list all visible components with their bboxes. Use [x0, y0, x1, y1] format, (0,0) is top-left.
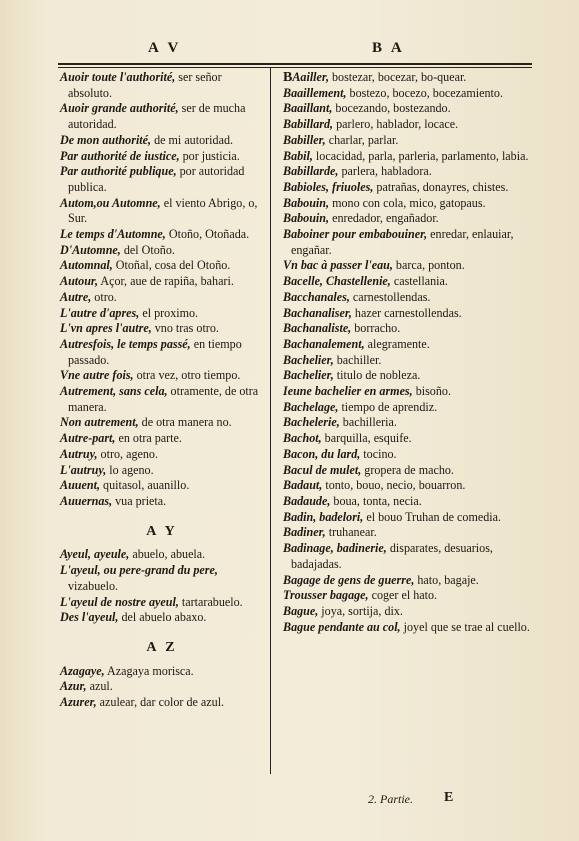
entry-headword: Ieune bachelier en armes, — [283, 384, 413, 399]
dictionary-entry — [283, 196, 531, 212]
dictionary-entry — [283, 431, 531, 447]
entry-definition: ser señor absoluto. — [68, 70, 222, 100]
entry-definition: joya, sortija, dix. — [318, 603, 403, 618]
entry-definition: el bouo Truhan de comedia. — [363, 509, 502, 524]
entry-definition: joyel que se trae al cuello. — [400, 619, 530, 634]
dictionary-entry — [60, 384, 264, 415]
entry-definition: gropera de macho. — [361, 462, 454, 477]
dictionary-entry — [283, 384, 531, 400]
entry-headword: Bacelle, Chastellenie, — [283, 274, 391, 289]
entry-headword: De mon authorité, — [60, 132, 152, 147]
entry-definition: boua, tonta, necia. — [330, 493, 422, 508]
dictionary-entry — [283, 274, 531, 290]
entry-definition: quitasol, auanillo. — [100, 478, 190, 493]
entry-definition: por autoridad publica. — [68, 164, 245, 194]
entry-headword: L'ayeul, ou pere-grand du pere, — [60, 563, 218, 578]
entry-definition: barca, ponton. — [392, 258, 465, 273]
entry-headword: Bachelerie, — [283, 415, 340, 430]
entry-definition: parlera, habladora. — [338, 164, 432, 179]
entry-definition: Otoño, Otoñada. — [165, 227, 250, 242]
entry-definition: titulo de nobleza. — [333, 368, 421, 383]
dictionary-entry — [60, 664, 264, 680]
entry-definition: del abuelo abaxo. — [118, 610, 207, 625]
entry-definition: enredar, enlauiar, engañar. — [291, 227, 514, 257]
entry-headword: Azagaye, — [60, 663, 105, 678]
dictionary-entry — [60, 679, 264, 695]
dictionary-entry — [283, 447, 531, 463]
dictionary-entry — [283, 337, 531, 353]
entry-definition: carnestollendas. — [349, 289, 431, 304]
entry-headword: Auuent, — [60, 478, 100, 493]
running-head-right: B A — [372, 40, 405, 56]
entry-definition: tiempo de aprendiz. — [338, 399, 438, 414]
entry-definition: otro, ageno. — [97, 446, 158, 461]
entry-definition: borracho. — [351, 321, 401, 336]
dictionary-entry — [283, 86, 531, 102]
entry-headword: L'vn apres l'autre, — [60, 321, 152, 336]
dictionary-entry — [283, 541, 531, 572]
entry-headword: Badinage, badinerie, — [283, 541, 387, 556]
dictionary-entry — [283, 588, 531, 604]
dictionary-entry — [283, 133, 531, 149]
entry-headword: Azurer, — [60, 695, 97, 710]
entry-headword: Le temps d'Automne, — [60, 227, 166, 242]
dictionary-entry — [283, 400, 531, 416]
dictionary-entry — [283, 70, 531, 86]
entry-definition: abuelo, abuela. — [129, 547, 206, 562]
entry-headword: Azur, — [60, 679, 87, 694]
dictionary-entry — [283, 368, 531, 384]
dictionary-entry — [283, 415, 531, 431]
entry-headword: Par authorité publique, — [60, 164, 177, 179]
entry-headword: Autour, — [60, 274, 98, 289]
dictionary-entry — [60, 196, 264, 227]
entry-headword: Bacon, du lard, — [283, 446, 361, 461]
dictionary-entry — [60, 447, 264, 463]
dictionary-entry — [60, 133, 264, 149]
entry-definition: alegramente. — [364, 336, 430, 351]
dictionary-entry — [283, 353, 531, 369]
entry-definition: tartarabuelo. — [178, 594, 243, 609]
dictionary-entry — [60, 368, 264, 384]
dictionary-entry — [283, 258, 531, 274]
dictionary-entry — [283, 101, 531, 117]
dictionary-entry — [283, 604, 531, 620]
entry-headword: Bacchanales, — [283, 289, 350, 304]
entry-definition: mono con cola, mico, gatopaus. — [329, 195, 486, 210]
entry-definition: en otra parte. — [115, 431, 182, 446]
entry-definition: patrañas, donayres, chistes. — [373, 179, 509, 194]
entry-definition: del Otoño. — [120, 242, 175, 257]
entry-headword: Babouin, — [283, 195, 330, 210]
entry-headword: Bachelage, — [283, 399, 339, 414]
entry-headword: Automnal, — [60, 258, 113, 273]
entry-headword: Ayeul, ayeule, — [60, 547, 130, 562]
signature-part-label: 2. Partie. — [368, 792, 413, 806]
entry-definition: castellania. — [390, 274, 448, 289]
entry-headword: Bachanaliser, — [283, 305, 352, 320]
dictionary-entry — [60, 695, 264, 711]
entry-definition: Otoñal, cosa del Otoño. — [112, 258, 231, 273]
entry-definition: truhanear. — [325, 525, 377, 540]
dictionary-entry — [283, 290, 531, 306]
dictionary-entry — [283, 149, 531, 165]
entry-headword: Badin, badelori, — [283, 509, 364, 524]
dictionary-entry — [60, 227, 264, 243]
entry-headword: Autre-part, — [60, 431, 116, 446]
entry-definition: el proximo. — [139, 305, 199, 320]
entry-definition: parlero, hablador, locace. — [333, 117, 459, 132]
dictionary-entry — [283, 620, 531, 636]
entry-definition: bachilleria. — [339, 415, 397, 430]
entry-headword: Baaillant, — [283, 101, 333, 116]
header-rule-thin — [58, 67, 532, 68]
entries-ba — [283, 70, 531, 635]
entry-definition: hato, bagaje. — [414, 572, 479, 587]
entry-definition: Azagaya morisca. — [104, 663, 194, 678]
dictionary-entry — [60, 274, 264, 290]
dictionary-entry — [60, 610, 264, 626]
section-heading-az: A Z — [146, 639, 178, 655]
entry-definition: azul. — [86, 679, 113, 694]
dictionary-entry — [60, 70, 264, 101]
entry-headword: Baboiner pour embabouiner, — [283, 227, 428, 242]
entry-definition: disparates, desuarios, badajadas. — [291, 541, 493, 571]
entry-definition: bisoño. — [412, 384, 451, 399]
entry-definition: azulear, dar color de azul. — [96, 695, 225, 710]
header-rule — [58, 63, 532, 65]
entry-headword: Babiller, — [283, 132, 326, 147]
entry-definition: de otra manera no. — [138, 415, 232, 430]
entry-headword: Trousser bagage, — [283, 588, 369, 603]
entry-headword: L'autruy, — [60, 462, 107, 477]
entry-headword: Par authorité de iustice, — [60, 148, 180, 163]
entry-definition: enredador, engañador. — [329, 211, 439, 226]
entry-definition: otra vez, otro tiempo. — [133, 368, 241, 383]
entry-headword: Badaude, — [283, 493, 331, 508]
entry-headword: Autom,ou Automne, — [60, 195, 161, 210]
entry-headword: Babillard, — [283, 117, 334, 132]
entry-headword: Auoir grande authorité, — [60, 101, 179, 116]
entry-definition: vno tras otro. — [151, 321, 219, 336]
entry-definition: hazer carnestollendas. — [351, 305, 462, 320]
dictionary-entry — [60, 149, 264, 165]
entry-definition: tocino. — [360, 446, 397, 461]
entry-headword: D'Automne, — [60, 242, 121, 257]
entry-headword: Bacul de mulet, — [283, 462, 362, 477]
entry-definition: lo ageno. — [106, 462, 154, 477]
entry-headword: Vn bac à passer l'eau, — [283, 258, 393, 273]
entry-headword: Bague, — [283, 603, 319, 618]
running-head-left: A V — [148, 40, 182, 56]
entry-definition: locacidad, parla, parleria, parlamento, labia. — [312, 148, 529, 163]
entry-definition: charlar, parlar. — [325, 132, 399, 147]
dictionary-entry — [60, 463, 264, 479]
dictionary-entry — [60, 478, 264, 494]
dictionary-entry — [60, 494, 264, 510]
dictionary-entry — [60, 243, 264, 259]
entry-headword: Auuernas, — [60, 493, 113, 508]
entries-ay — [60, 547, 264, 626]
entry-headword: Bachanalement, — [283, 336, 365, 351]
entry-definition: vua prieta. — [112, 493, 167, 508]
entry-headword: Aailler, — [292, 70, 329, 84]
dictionary-entry — [283, 463, 531, 479]
dictionary-entry — [283, 180, 531, 196]
entries-az — [60, 664, 264, 711]
dictionary-entry — [283, 306, 531, 322]
dictionary-entry — [283, 510, 531, 526]
drop-cap: B — [283, 70, 293, 85]
dictionary-entry — [60, 290, 264, 306]
dictionary-entry — [60, 101, 264, 132]
entry-definition: otro. — [91, 289, 117, 304]
dictionary-entry — [60, 306, 264, 322]
entry-headword: Non autrement, — [60, 415, 139, 430]
right-column — [283, 70, 531, 635]
entry-definition: bostezo, bocezo, bocezamiento. — [346, 85, 503, 100]
dictionary-entry — [283, 211, 531, 227]
entry-headword: Bachot, — [283, 431, 322, 446]
entry-headword: Babil, — [283, 148, 313, 163]
dictionary-entry — [60, 258, 264, 274]
entry-definition: otramente, de otra manera. — [68, 384, 259, 414]
entry-headword: Autruy, — [60, 446, 98, 461]
entry-headword: Badiner, — [283, 525, 326, 540]
dictionary-entry — [283, 494, 531, 510]
dictionary-entry — [283, 117, 531, 133]
entry-definition: bachiller. — [333, 352, 382, 367]
entry-headword: Babouin, — [283, 211, 330, 226]
entry-headword: Bachelier, — [283, 368, 334, 383]
entry-headword: Autre, — [60, 289, 92, 304]
entry-headword: Autresfois, le temps passé, — [60, 336, 191, 351]
entry-headword: Auoir toute l'authorité, — [60, 70, 176, 84]
entry-headword: Bachanaliste, — [283, 321, 352, 336]
entry-headword: Bachelier, — [283, 352, 334, 367]
entry-definition: por justicia. — [179, 148, 240, 163]
entry-headword: L'ayeul de nostre ayeul, — [60, 594, 179, 609]
entry-definition: bocezando, bostezando. — [332, 101, 451, 116]
dictionary-entry — [60, 415, 264, 431]
entry-definition: Açor, aue de rapiña, bahari. — [98, 274, 234, 289]
entry-headword: Badaut, — [283, 478, 323, 493]
section-heading-ay: A Y — [146, 523, 178, 539]
dictionary-entry — [283, 227, 531, 258]
entry-headword: Bague pendante au col, — [283, 619, 401, 634]
entry-headword: Babioles, friuoles, — [283, 179, 374, 194]
dictionary-entry — [283, 164, 531, 180]
column-divider — [270, 67, 271, 774]
entry-headword: Bagage de gens de guerre, — [283, 572, 415, 587]
dictionary-entry — [283, 525, 531, 541]
entry-headword: Autrement, sans cela, — [60, 384, 168, 399]
dictionary-entry — [60, 164, 264, 195]
dictionary-entry — [60, 321, 264, 337]
dictionary-entry — [60, 337, 264, 368]
entry-definition: barquilla, esquife. — [321, 431, 412, 446]
entry-definition: de mi autoridad. — [151, 132, 234, 147]
dictionary-entry — [283, 573, 531, 589]
dictionary-entry — [60, 563, 264, 594]
entry-headword: Baaillement, — [283, 85, 347, 100]
dictionary-entry — [60, 431, 264, 447]
entries-av — [60, 70, 264, 510]
entry-definition: el viento Abrigo, o, Sur. — [68, 195, 258, 226]
entry-definition: coger el hato. — [368, 588, 438, 603]
entry-headword: L'autre d'apres, — [60, 305, 140, 320]
entry-definition: bostezar, bocezar, bo-quear. — [328, 70, 467, 84]
dictionary-entry — [283, 321, 531, 337]
signature-mark: E — [444, 790, 454, 805]
entry-definition: en tiempo passado. — [68, 336, 242, 367]
dictionary-entry — [60, 547, 264, 563]
left-column — [60, 70, 264, 711]
entry-definition: tonto, bouo, necio, bouarron. — [322, 478, 466, 493]
dictionary-entry — [60, 595, 264, 611]
entry-headword: Des l'ayeul, — [60, 610, 119, 625]
dictionary-entry — [283, 478, 531, 494]
entry-headword: Babillarde, — [283, 164, 339, 179]
entry-headword: Vne autre fois, — [60, 368, 134, 383]
entry-definition: vizabuelo. — [68, 578, 119, 593]
entry-definition: ser de mucha autoridad. — [68, 101, 246, 132]
